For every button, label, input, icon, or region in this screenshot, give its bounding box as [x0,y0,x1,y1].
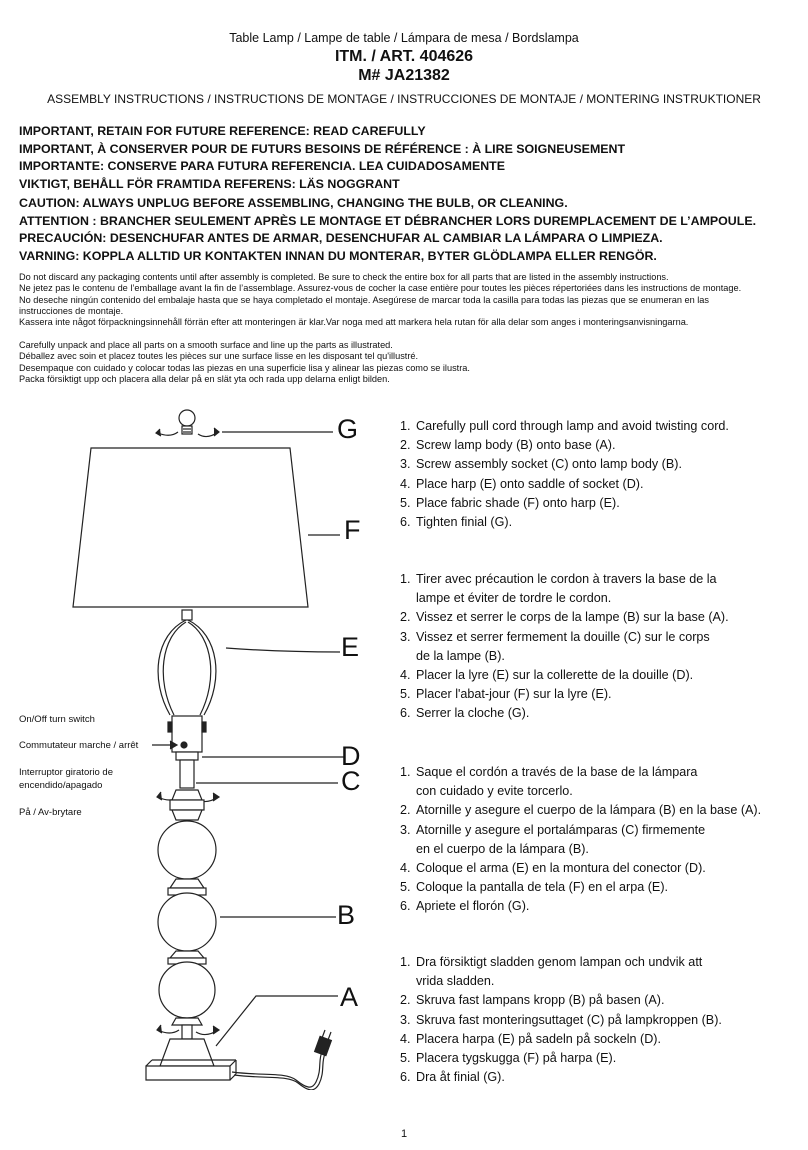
step-number: 3. [400,1012,411,1027]
part-label-e: E [341,632,360,662]
step-item [400,953,800,972]
step-text: Tirer avec précaution le cordon à travers la base de la [416,572,717,586]
step-number: 1. [400,419,411,433]
step-text: vrida sladden. [416,974,495,989]
step-item [400,608,800,627]
harp-part [158,610,216,715]
step-number: 4. [400,1031,411,1046]
step-item [400,991,800,1010]
item-number: ITM. / ART. 404626 [334,48,474,65]
unpack-notes [19,340,804,385]
important-line: IMPORTANT, À CONSERVER POUR DE FUTURS BESOINS DE RÉFÉRENCE : À LIRE SOIGNEUSEMENT [19,141,626,156]
step-text: Vissez et serrer fermement la douille (C) sur le corps [416,629,710,644]
important-line: IMPORTANTE: CONSERVE PARA FUTURA REFERENCIA. LEA CUIDADOSAMENTE [19,159,505,173]
step-number: 3. [400,822,411,837]
step-item [400,1030,800,1049]
step-text: Place fabric shade (F) onto harp (E). [416,495,620,510]
step-number: 4. [400,861,411,876]
step-item-continued [400,647,800,666]
caution-line: ATTENTION : BRANCHER SEULEMENT APRÈS LE MONTAGE ET DÉBRANCHER LORS DUREMPLACEMENT DE L’AMPOULE. [19,213,757,228]
step-item [400,455,800,474]
important-line: IMPORTANT, RETAIN FOR FUTURE REFERENCE: READ CAREFULLY [19,124,426,138]
threaded-rod-part [180,760,194,788]
step-text: Placer la lyre (E) sur la collerette de la douille (D). [416,668,694,683]
step-number: 2. [400,610,411,625]
part-label-b: B [337,900,356,930]
lamp-shade-part [73,448,308,607]
step-number: 4. [400,476,411,491]
step-number [400,589,416,608]
step-item [400,417,800,436]
important-line: VIKTIGT, BEHÅLL FÖR FRAMTIDA REFERENS: LÄS NOGGRANT [19,176,400,191]
important-notice [19,123,804,193]
caution-line: PRECAUCIÓN: DESENCHUFAR ANTES DE ARMAR, DESENCHUFAR AL CAMBIAR LA LÁMPARA O LIMPIEZA. [19,231,663,245]
step-item [400,494,800,513]
step-number: 5. [400,880,411,895]
step-text: Dra försiktigt sladden genom lampan och undvik att [416,955,703,969]
part-label-g: G [337,414,359,444]
step-item-continued [400,782,800,801]
step-text: Carefully pull cord through lamp and avoid twisting cord. [416,419,729,433]
socket-part [168,716,206,760]
step-text: Place harp (E) onto saddle of socket (D). [416,476,644,491]
step-item [400,821,800,840]
step-number [400,840,416,859]
packaging-line: instrucciones de montaje. [19,305,124,316]
step-text: Tighten finial (G). [416,515,513,530]
step-item [400,436,800,455]
step-text: Apriete el florón (G). [416,899,530,914]
model-number: M# JA21382 [358,67,450,84]
step-number: 5. [400,687,411,702]
step-number: 2. [400,993,411,1008]
step-text: Placera tygskugga (F) på harpa (E). [416,1051,617,1066]
packaging-line: No deseche ningún contenido del embalaje hasta que se haya completado el montaje. Asegúrese de marcar toda la casilla para todas las piezas que se enumeran en las [19,294,710,305]
step-text: lampe et éviter de tordre le cordon. [416,591,612,606]
steps-spanish [400,763,800,917]
step-item [400,1011,800,1030]
part-label-d: D [341,741,361,771]
step-number: 1. [400,765,411,779]
part-label-c: C [341,766,361,796]
step-text: Skruva fast monteringsuttaget (C) på lampkroppen (B). [416,1012,722,1027]
step-number: 5. [400,495,411,510]
document-subtitle: Table Lamp / Lampe de table / Lámpara de mesa / Bordslampa [229,31,579,45]
step-text: Placer l'abat-jour (F) sur la lyre (E). [416,687,612,702]
steps-english [400,417,800,532]
step-item [400,628,800,647]
step-text: de la lampe (B). [416,648,505,663]
unpack-line: Desempaque con cuidado y colocar todas las piezas en una superficie lisa y alinear las piezas como se ilustra. [19,362,470,373]
step-text: Coloque el arma (E) en la montura del conector (D). [416,861,706,876]
step-text: Screw lamp body (B) onto base (A). [416,438,616,453]
switch-label-es-cont: encendido/apagado [19,780,103,791]
part-label-f: F [344,515,361,545]
steps-french [400,570,800,724]
step-text: Vissez et serrer le corps de la lampe (B) sur la base (A). [416,610,729,625]
unpack-line: Déballez avec soin et placez toutes les pièces sur une surface lisse en les disposant tel qu'illustré. [19,351,419,362]
step-item [400,763,800,782]
caution-line: VARNING: KOPPLA ALLTID UR KONTAKTEN INNAN DU MONTERAR, BYTER GLÖDLAMPA ELLER RENGÖR. [19,248,657,263]
step-number [400,972,416,991]
step-text: Saque el cordón a través de la base de la lámpara [416,765,698,779]
step-item [400,1049,800,1068]
step-item-continued [400,972,800,991]
step-number: 4. [400,668,411,683]
step-text: Placera harpa (E) på sadeln på sockeln (D). [416,1031,662,1046]
step-text: Atornille y asegure el portalámparas (C) firmemente [416,822,706,837]
assembly-title: ASSEMBLY INSTRUCTIONS / INSTRUCTIONS DE MONTAGE / INSTRUCCIONES DE MONTAJE / MONTERING INSTRUKTIONER [47,92,761,106]
caution-notice [19,195,804,265]
leader-line-e [226,648,340,652]
step-number: 5. [400,1051,411,1066]
step-number: 6. [400,899,411,914]
step-item-continued [400,589,800,608]
lamp-body-part [158,790,216,1025]
step-item [400,1068,800,1087]
packaging-line: Do not discard any packaging contents until after assembly is completed. Be sure to check the entire box for all parts that are listed in the assembly instructions. [19,272,669,282]
step-number: 6. [400,706,411,721]
step-item [400,897,800,916]
packaging-notes [19,272,804,328]
power-cord-part [232,1030,331,1090]
step-item [400,513,800,532]
switch-label-sv: På / Av-brytare [19,807,82,818]
step-item [400,704,800,723]
step-number: 3. [400,629,411,644]
step-number [400,782,416,801]
step-text: Atornille y asegure el cuerpo de la lámpara (B) en la base (A). [416,803,762,818]
step-text: Skruva fast lampans kropp (B) på basen (A). [416,993,665,1008]
step-text: en el cuerpo de la lámpara (B). [416,841,589,856]
step-number: 2. [400,803,411,818]
step-text: con cuidado y evite torcerlo. [416,784,573,799]
page-number: 1 [400,1128,408,1140]
step-item [400,859,800,878]
step-number: 1. [400,955,411,969]
step-item [400,685,800,704]
step-item [400,801,800,820]
part-label-a: A [340,982,359,1012]
steps-swedish [400,953,800,1087]
switch-pointer-arrow [152,741,177,749]
step-text: Coloque la pantalla de tela (F) en el arpa (E). [416,880,669,895]
step-item [400,570,800,589]
step-item-continued [400,840,800,859]
step-number: 3. [400,457,411,472]
step-text: Serrer la cloche (G). [416,706,530,721]
step-text: Screw assembly socket (C) onto lamp body (B). [416,457,682,472]
switch-label-es: Interruptor giratorio de [19,767,113,778]
unpack-line: Packa försiktigt upp och placera alla delar på en slät yta och rada upp delarna enligt bilden. [19,373,390,384]
step-number [400,647,416,666]
switch-label-fr: Commutateur marche / arrêt [19,740,139,751]
step-number: 1. [400,572,411,586]
finial-part [179,410,195,434]
switch-label-en: On/Off turn switch [19,714,95,725]
step-number: 6. [400,515,411,530]
step-number: 6. [400,1070,411,1085]
step-item [400,878,800,897]
unpack-line: Carefully unpack and place all parts on a smooth surface and line up the parts as illustrated. [19,340,393,350]
step-number: 2. [400,438,411,453]
packaging-line: Ne jetez pas le contenu de l’emballage avant la fin de l’assemblage. Assurez-vous de cocher la case entière pour toutes les pièces répertoriées dans les instructions de montage. [19,283,742,294]
step-text: Dra åt finial (G). [416,1070,505,1085]
packaging-line: Kassera inte något förpackningsinnehåll förrän efter att monteringen är klar.Var noga med att markera hela rutan för alla delar som anges i monteringsanvisningarna. [19,317,689,328]
step-item [400,475,800,494]
step-item [400,666,800,685]
lamp-base-part [146,1025,236,1080]
caution-line: CAUTION: ALWAYS UNPLUG BEFORE ASSEMBLING, CHANGING THE BULB, OR CLEANING. [19,196,568,210]
